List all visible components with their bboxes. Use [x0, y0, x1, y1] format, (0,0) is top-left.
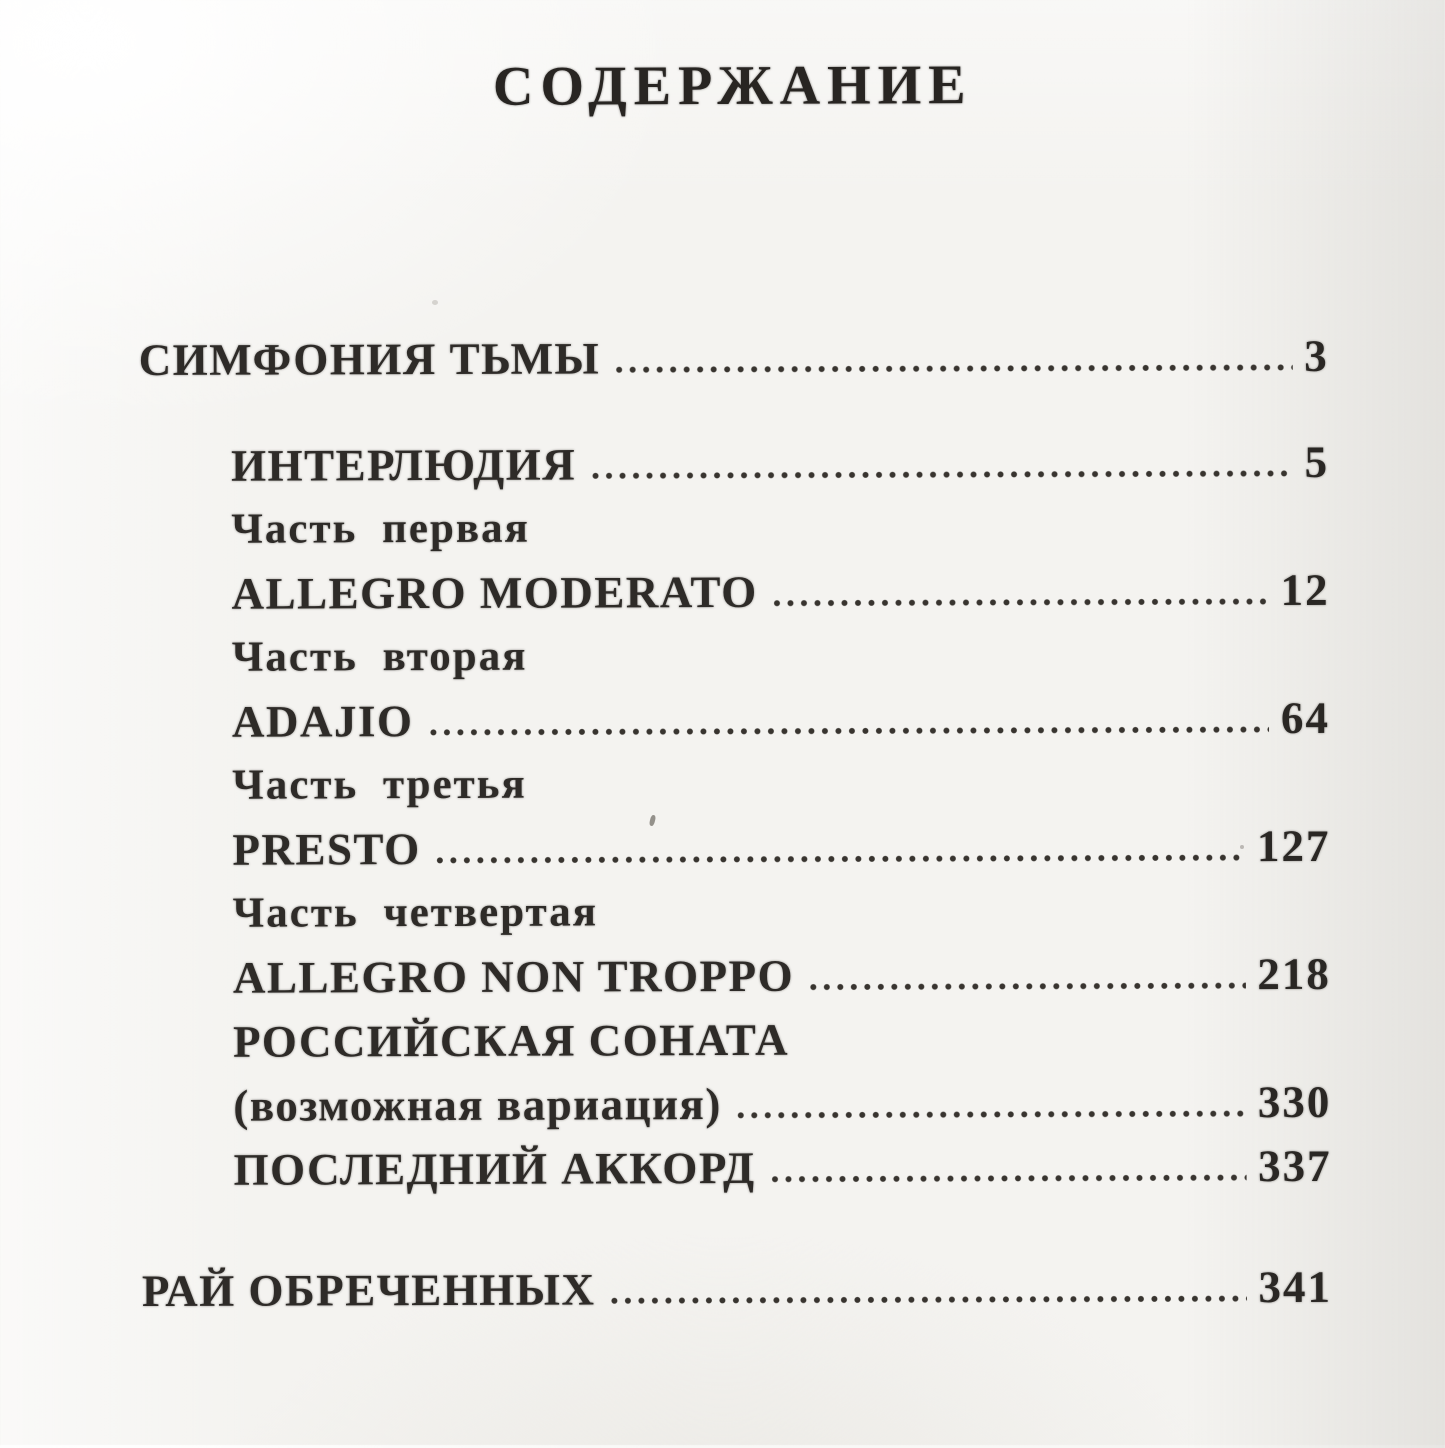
- toc-entry-page: 330: [1257, 1076, 1332, 1128]
- toc-entry-label: Часть четвертая: [232, 888, 599, 937]
- table-of-contents: [139, 324, 1332, 1323]
- toc-entry-page: 3: [1304, 330, 1329, 381]
- toc-entry: [139, 430, 1329, 498]
- toc-entry-page: 64: [1280, 692, 1331, 744]
- toc-entry: [139, 558, 1329, 626]
- toc-entry-page: 341: [1258, 1261, 1333, 1313]
- toc-entry-page: 218: [1257, 948, 1331, 1000]
- toc-entry-label: ADAJIO: [231, 696, 414, 747]
- toc-entry-label: PRESTO: [232, 824, 421, 875]
- toc-entry: [139, 324, 1329, 392]
- toc-entry-label: Часть третья: [232, 760, 527, 809]
- toc-entry-label: РАЙ ОБРЕЧЕННЫХ: [141, 1264, 596, 1317]
- toc-part-caption: [140, 622, 1330, 690]
- toc-entry-label: РОССИЙСКАЯ СОНАТА: [233, 1014, 790, 1067]
- toc-entry-label: Часть первая: [231, 504, 530, 553]
- toc-entry-label: ALLEGRO MODERATO: [231, 566, 758, 619]
- toc-entry-page: 12: [1280, 564, 1330, 616]
- toc-entry: [141, 942, 1331, 1010]
- toc-entry-page: 127: [1256, 820, 1331, 872]
- dot-leader: [810, 982, 1245, 991]
- dot-leader: [616, 364, 1292, 373]
- toc-section-heading: [141, 1006, 1331, 1074]
- toc-part-caption: [140, 750, 1330, 818]
- toc-entry: [141, 1070, 1331, 1138]
- page-title: СОДЕРЖАНИЕ: [492, 54, 973, 118]
- toc-entry: [142, 1255, 1332, 1323]
- toc-entry-label: ПОСЛЕДНИЙ АККОРД: [233, 1142, 756, 1195]
- dot-leader: [592, 470, 1292, 479]
- toc-entry: [140, 814, 1330, 882]
- dot-leader: [738, 1110, 1246, 1119]
- toc-entry-label: ALLEGRO NON TROPPO: [232, 950, 795, 1003]
- toc-entry-page: 337: [1257, 1140, 1332, 1192]
- dot-leader: [430, 726, 1270, 736]
- dot-leader: [437, 854, 1245, 864]
- toc-part-caption: [141, 878, 1331, 946]
- toc-part-caption: [139, 494, 1329, 562]
- toc-entry-label: ИНТЕРЛЮДИЯ: [231, 439, 577, 491]
- toc-entry-label: (возможная вариация): [233, 1079, 722, 1131]
- dot-leader: [772, 1174, 1247, 1183]
- dot-leader: [611, 1295, 1246, 1304]
- toc-entry-page: 5: [1304, 436, 1330, 487]
- toc-entry: [141, 1134, 1331, 1202]
- toc-entry-label: Часть вторая: [231, 632, 528, 681]
- toc-entry-label: СИМФОНИЯ ТЬМЫ: [138, 333, 601, 386]
- dot-leader: [774, 598, 1269, 607]
- toc-entry: [140, 686, 1330, 754]
